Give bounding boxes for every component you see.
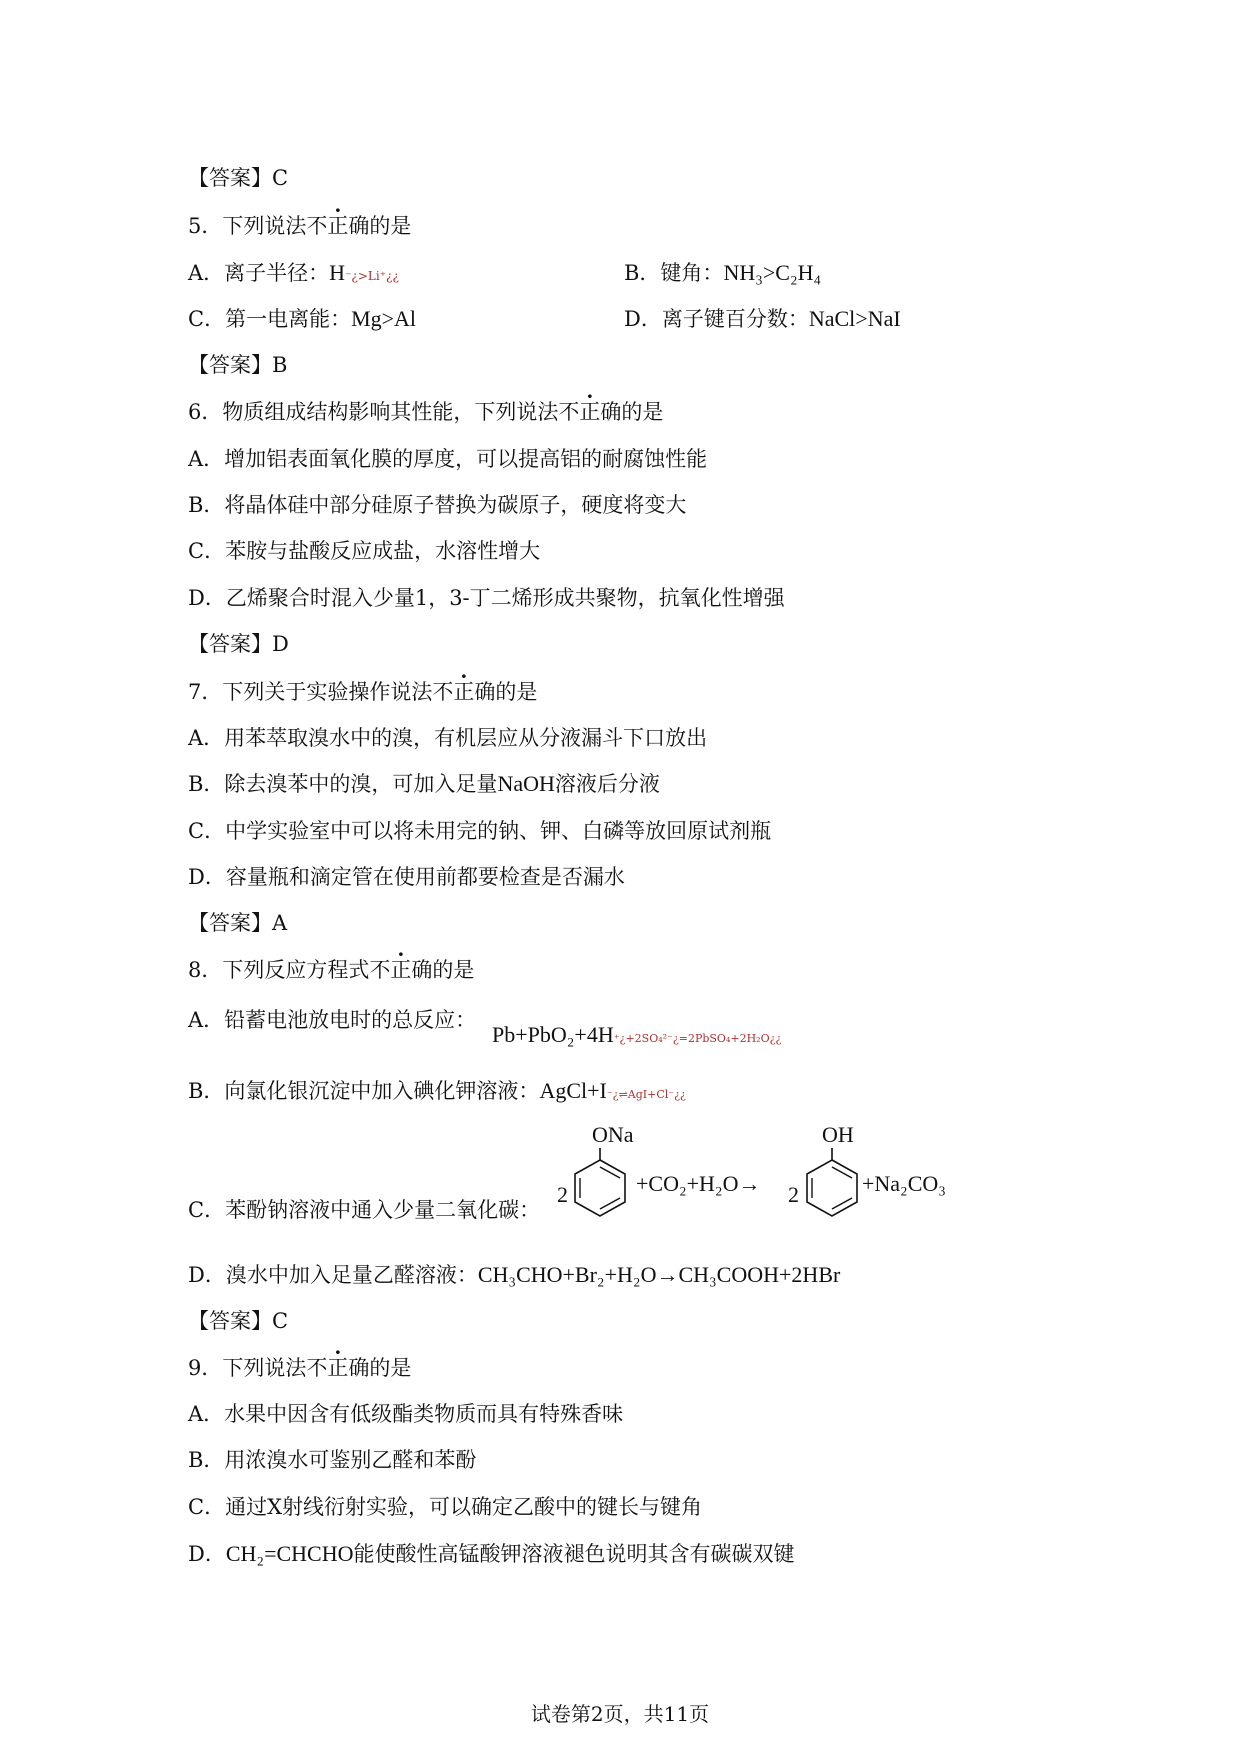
- phenol-ring-icon: [802, 1148, 862, 1222]
- q9-stem: 9．下列说法不正确的是: [188, 1356, 412, 1380]
- q6-option-b: B．将晶体硅中部分硅原子替换为碳原子，硬度将变大: [188, 493, 687, 517]
- q8-option-c: C．苯酚钠溶液中通入少量二氧化碳：: [188, 1198, 541, 1222]
- q8-stem: 8．下列反应方程式不正确的是: [188, 958, 475, 982]
- q6-stem: 6．物质组成结构影响其性能，下列说法不正确的是: [188, 400, 664, 424]
- q9-option-b: B．用浓溴水可鉴别乙醛和苯酚: [188, 1448, 477, 1472]
- q7-option-b: B．除去溴苯中的溴，可加入足量NaOH溶液后分液: [188, 771, 660, 796]
- q9-option-d: D．CH₂=CHCHO能使酸性高锰酸钾溶液褪色说明其含有碳碳双键: [188, 1541, 795, 1566]
- q9-option-a: A．水果中因含有低级酯类物质而具有特殊香味: [188, 1402, 624, 1426]
- q6-option-a: A．增加铝表面氧化膜的厚度，可以提高铝的耐腐蚀性能: [188, 447, 708, 471]
- q5-option-b: B．键角：NH₃>C₂H₄: [624, 260, 822, 285]
- q7-option-c: C．中学实验室中可以将未用完的钠、钾、白磷等放回原试剂瓶: [188, 819, 772, 843]
- q8-c-oh-label: OH: [822, 1122, 854, 1147]
- q6-answer: 【答案】D: [188, 632, 289, 656]
- q4-answer: 【答案】C: [188, 166, 289, 190]
- page-footer: 试卷第2页，共11页: [530, 1702, 710, 1726]
- q5-option-d: D．离子键百分数：NaCl>NaI: [624, 306, 901, 331]
- q8-option-a-formula: Pb+PbO₂+4H⁺¿+2SO₄²⁻¿=2PbSO₄+2H₂O¿¿: [492, 1022, 782, 1047]
- q8-option-a: A．铅蓄电池放电时的总反应：: [188, 1008, 477, 1032]
- q8-c-coef-1: 2: [557, 1182, 568, 1207]
- q5-option-a: A．离子半径：H⁻¿>Li⁺¿¿: [188, 260, 399, 285]
- q8-option-b: B．向氯化银沉淀中加入碘化钾溶液：AgCl+I⁻¿⇌AgI+Cl⁻¿¿: [188, 1078, 686, 1103]
- q7-option-d: D．容量瓶和滴定管在使用前都要检查是否漏水: [188, 865, 625, 889]
- q5-emphasis: 不正确: [306, 214, 370, 238]
- q5-answer: 【答案】B: [188, 353, 288, 377]
- q8-c-product: +Na₂CO₃: [862, 1171, 946, 1196]
- q9-option-c: C．通过X射线衍射实验，可以确定乙酸中的键长与键角: [188, 1495, 703, 1519]
- q8-answer: 【答案】C: [188, 1309, 289, 1333]
- q8-option-d: D．溴水中加入足量乙醛溶液：CH₃CHO+Br₂+H₂O→CH₃COOH+2HBr: [188, 1262, 841, 1287]
- q8-c-ona-label: ONa: [592, 1122, 634, 1147]
- q8-c-reagents: +CO₂+H₂O→: [636, 1171, 761, 1196]
- q7-answer: 【答案】A: [188, 911, 288, 935]
- q6-option-c: C．苯胺与盐酸反应成盐，水溶性增大: [188, 539, 541, 563]
- q8-c-coef-2: 2: [788, 1182, 799, 1207]
- q7-option-a: A．用苯萃取溴水中的溴，有机层应从分液漏斗下口放出: [188, 726, 708, 750]
- benzene-ring-icon: [570, 1148, 630, 1222]
- q5-stem: 5．下列说法不正确的是: [188, 214, 412, 238]
- q6-option-d: D．乙烯聚合时混入少量1，3-丁二烯形成共聚物，抗氧化性增强: [188, 586, 785, 610]
- q7-stem: 7．下列关于实验操作说法不正确的是: [188, 680, 538, 704]
- q5-option-c: C．第一电离能：Mg>Al: [188, 306, 417, 331]
